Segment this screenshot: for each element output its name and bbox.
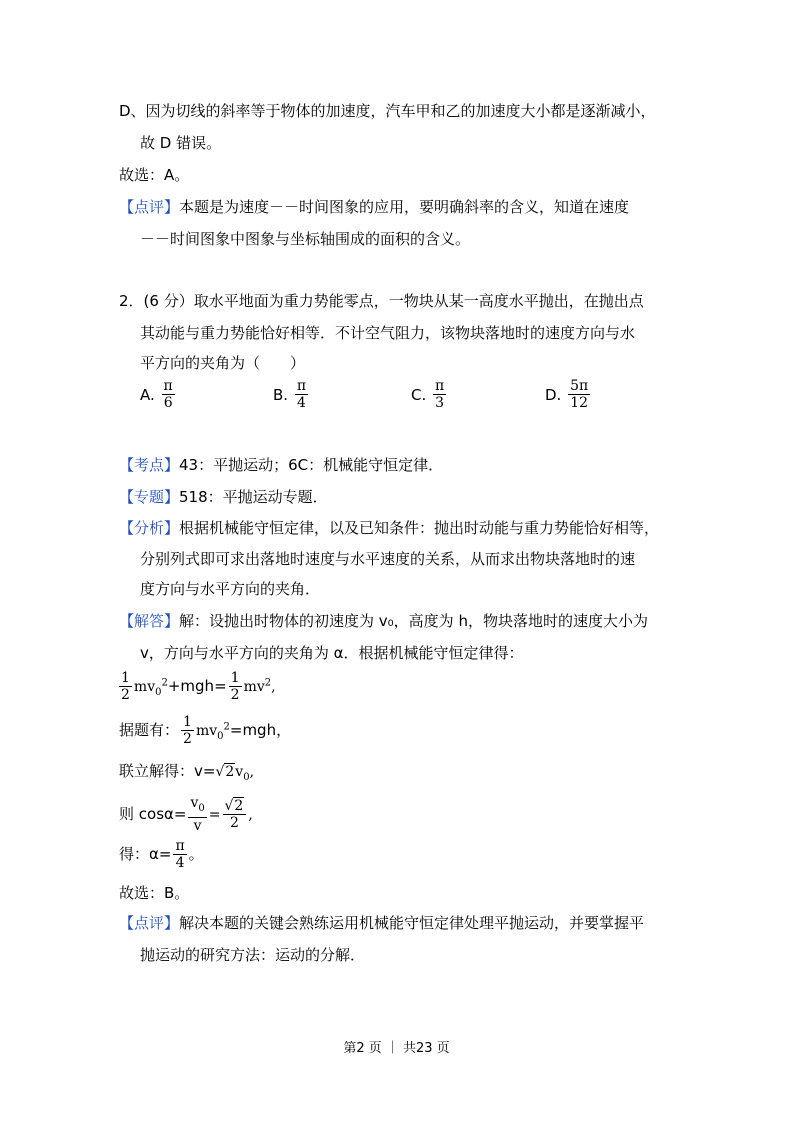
fenxi-line1 — [119, 517, 659, 539]
numerator: 5π — [570, 378, 589, 394]
numerator: π — [296, 378, 307, 394]
fenxi-line2: 分别列式即可求出落地时速度与水平速度的关系，从而求出物块落地时的速 — [140, 550, 636, 568]
option-c-fraction — [433, 378, 446, 411]
question-2-line1: 2．(6 分）取水平地面为重力势能零点，一物块从某一高度水平抛出，在抛出点 — [119, 292, 644, 310]
equation-prefix: 得：α= — [119, 845, 172, 863]
option-b-label: B. — [273, 385, 289, 404]
kaodian-text: 43：平抛运动；6C：机械能守恒定律． — [179, 456, 444, 474]
denominator: 2 — [121, 687, 130, 703]
numerator: 1 — [121, 670, 130, 686]
numerator: √2 — [224, 798, 244, 815]
option-a-label: A. — [140, 385, 155, 404]
numerator: π — [435, 378, 445, 394]
zhuanti-tag: 【专题】 — [119, 488, 180, 506]
equation-prefix: 据题有： — [119, 721, 180, 739]
denominator: 2 — [223, 814, 247, 831]
zhuanti-line — [119, 486, 328, 508]
page-footer: 第2 页 ｜ 共23 页 — [343, 1041, 450, 1056]
fraction-half — [229, 670, 242, 703]
answer-choice-1: 故选：A。 — [119, 166, 190, 184]
option-a[interactable] — [140, 378, 177, 411]
denominator: 12 — [568, 394, 590, 411]
jieda-text: 解：设抛出时物体的初速度为 v₀，高度为 h，物块落地时的速度大小为 — [179, 612, 648, 630]
option-d-line1: D、因为切线的斜率等于物体的加速度，汽车甲和乙的加速度大小都是逐渐减小， — [119, 102, 656, 120]
fraction-sqrt2-over-2 — [223, 797, 247, 831]
option-d-label: D. — [545, 385, 562, 404]
numerator: π — [163, 378, 173, 394]
math-term: $mv_0^2$ — [195, 721, 230, 742]
comment-1-line2: －－时间图象中图象与坐标轴围成的面积的含义。 — [140, 230, 471, 248]
kaodian-tag: 【考点】 — [119, 456, 180, 474]
fraction-v0-over-v — [188, 795, 206, 834]
fenxi-tag: 【分析】 — [119, 519, 180, 537]
equation-prefix: 则 cosα= — [119, 804, 187, 823]
option-b[interactable] — [273, 378, 310, 411]
math-term: , — [248, 806, 253, 823]
denominator: 2 — [230, 687, 240, 703]
math-term: $mv_0^2$ — [133, 677, 168, 698]
jieda-line1 — [119, 610, 648, 632]
equation-prefix: 联立解得：v= — [119, 762, 216, 780]
equation-result — [119, 838, 204, 871]
denominator: v — [188, 817, 206, 834]
numerator: $v_0$ — [190, 795, 205, 814]
denominator: 4 — [173, 854, 186, 871]
option-d-fraction — [568, 378, 590, 411]
comment-tag: 【点评】 — [119, 198, 180, 216]
numerator: 1 — [230, 670, 240, 686]
option-a-fraction — [162, 378, 175, 411]
equation-given — [119, 714, 291, 747]
question-2-line3: 平方向的夹角为（ ） — [140, 354, 306, 372]
option-d-line2: 故 D 错误。 — [140, 134, 222, 152]
jieda-tag: 【解答】 — [119, 612, 180, 630]
comment-2-line2: 抛运动的研究方法：运动的分解． — [140, 946, 366, 964]
numerator: π — [175, 838, 185, 854]
fraction-half — [181, 714, 194, 747]
option-b-fraction — [295, 378, 308, 411]
denominator: 6 — [162, 394, 175, 411]
kaodian-line — [119, 454, 443, 476]
fraction-pi-over-4 — [173, 838, 186, 871]
equation-energy-conservation — [117, 670, 276, 703]
option-c[interactable] — [411, 378, 448, 411]
jieda-line2: v，方向与水平方向的夹角为 α．根据机械能守恒定律得： — [140, 644, 524, 662]
math-term: $√2v_0$, — [215, 764, 255, 783]
math-term: $mv^2$, — [243, 677, 276, 695]
equation-cos — [119, 795, 253, 834]
math-term: = — [208, 806, 221, 823]
fraction-half — [119, 670, 132, 703]
equation-text: =mgh， — [229, 721, 292, 739]
denominator: 2 — [183, 731, 192, 747]
comment-text: 解决本题的关键会熟练运用机械能守恒定律处理平抛运动，并要掌握平 — [179, 914, 645, 932]
denominator: 3 — [433, 394, 446, 411]
option-d[interactable] — [545, 378, 592, 411]
comment-2-line1 — [119, 912, 644, 934]
equation-text: 。 — [188, 845, 204, 863]
denominator: 4 — [295, 394, 308, 411]
numerator: 1 — [183, 714, 192, 730]
answer-choice-2: 故选：B。 — [119, 884, 190, 902]
fenxi-text: 根据机械能守恒定律，以及已知条件：抛出时动能与重力势能恰好相等， — [179, 519, 660, 537]
comment-text: 本题是为速度－－时间图象的应用，要明确斜率的含义，知道在速度 — [179, 198, 630, 216]
zhuanti-text: 518：平抛运动专题． — [179, 488, 328, 506]
fenxi-line3: 度方向与水平方向的夹角． — [140, 580, 321, 598]
equation-text: +mgh= — [167, 677, 227, 695]
equation-solve — [119, 760, 254, 789]
option-c-label: C. — [411, 385, 427, 404]
question-2-line2: 其动能与重力势能恰好相等．不计空气阻力，该物块落地时的速度方向与水 — [140, 324, 636, 342]
comment-tag: 【点评】 — [119, 914, 180, 932]
comment-1-line1 — [119, 196, 629, 218]
